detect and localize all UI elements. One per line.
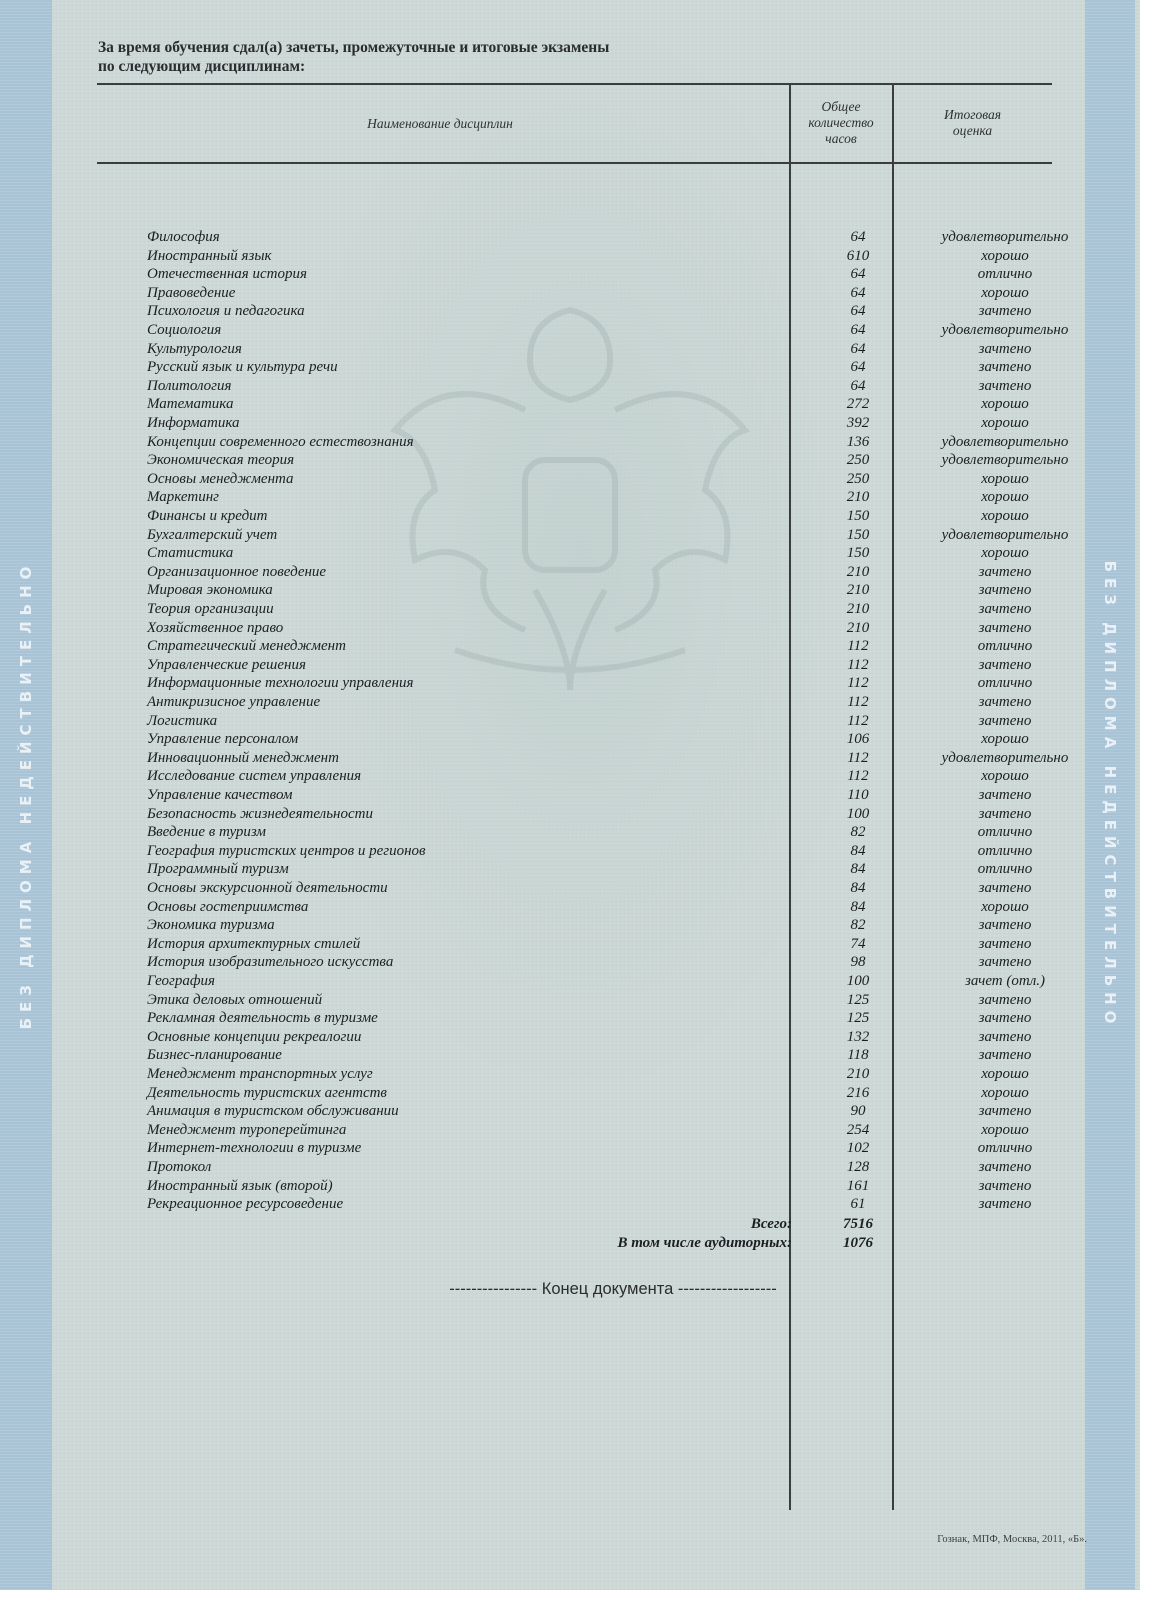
discipline-name: Основы экскурсионной деятельности [147,880,388,896]
table-row [0,1139,1157,1158]
column-header-hours-line-2: количество [808,115,874,130]
table-row [0,953,1157,972]
discipline-name: Правоведение [147,284,236,301]
grade-value: хорошо [981,768,1029,785]
hours-value: 112 [847,638,869,655]
table-top-rule [97,83,1052,85]
grade-value: зачтено [978,563,1032,580]
hours-value: 118 [847,1047,869,1064]
grade-value: удовлетворительно [941,433,1069,450]
hours-value: 125 [846,1010,870,1027]
table-row [0,637,1157,656]
table-row [0,749,1157,768]
total-value: 7516 [843,1216,873,1232]
discipline-name: Хозяйственное право [147,619,284,636]
hours-value: 392 [846,415,870,431]
grade-value: отлично [977,824,1033,841]
hours-value: 150 [846,508,870,524]
discipline-name: Психология и педагогика [147,303,305,320]
grade-value: зачтено [978,359,1032,376]
grade-value: зачтено [978,1103,1032,1120]
discipline-name: История архитектурных стилей [147,935,361,952]
grade-value: отлично [977,842,1033,859]
grade-value: хорошо [981,396,1029,413]
discipline-name: Основные концепции рекреалогии [147,1028,362,1045]
table-row [0,860,1157,879]
hours-value: 84 [850,861,866,878]
hours-value: 150 [846,526,870,543]
grade-value: удовлетворительно [941,452,1069,469]
hours-value: 98 [850,954,866,971]
hours-value: 210 [846,563,870,580]
table-row [0,879,1157,898]
hours-value: 125 [846,991,870,1008]
hours-value: 150 [846,545,870,562]
discipline-name: Исследование систем управления [147,768,362,785]
table-row [0,488,1157,507]
grade-value: хорошо [981,415,1029,431]
hours-value: 64 [850,359,866,376]
grade-value: хорошо [981,508,1029,524]
hours-value: 250 [846,470,870,487]
table-row [0,302,1157,321]
grade-value: хорошо [981,470,1029,487]
discipline-name: Рекламная деятельность в туризме [147,1010,378,1027]
discipline-name: Основы менеджмента [147,470,294,487]
table-row [0,1102,1157,1121]
column-header-hours-line-1: Общее [821,99,861,114]
grade-value: зачтено [978,601,1032,617]
table-row [0,228,1157,247]
grade-value: отлично [977,861,1033,878]
hours-value: 106 [846,731,870,748]
hours-value: 112 [847,675,869,692]
table-row [0,563,1157,582]
grade-value: хорошо [981,247,1029,264]
table-row [0,1084,1157,1103]
hours-value: 210 [846,582,870,599]
table-row [0,805,1157,824]
grade-value: зачтено [978,787,1032,803]
table-row [0,656,1157,675]
grade-value: отлично [977,266,1033,283]
column-header-grade [910,107,1035,139]
column-header-grade-line-2: оценка [952,123,993,138]
grade-value: хорошо [981,284,1029,301]
hours-value: 250 [846,452,870,469]
hours-value: 64 [850,322,866,338]
discipline-name: Деятельность туристских агентств [147,1084,387,1101]
discipline-name: Интернет-технологии в туризме [147,1140,362,1157]
discipline-name: Информационные технологии управления [147,675,414,692]
grade-value: удовлетворительно [941,322,1069,338]
grade-value: зачтено [978,1196,1032,1213]
discipline-name: Культурология [147,340,242,357]
discipline-name: Безопасность жизнедеятельности [147,805,373,822]
grade-value: хорошо [981,731,1029,748]
discipline-name: Информатика [147,415,240,431]
discipline-name: Введение в туризм [147,824,266,841]
table-row [0,898,1157,917]
discipline-name: Маркетинг [147,489,220,506]
discipline-name: История изобразительного искусства [147,954,394,971]
discipline-name: Основы гостеприимства [147,898,309,915]
right-band-text: БЕЗ ДИПЛОМА НЕДЕЙСТВИТЕЛЬНО [1101,560,1119,1030]
grade-value: зачтено [978,1159,1032,1175]
hours-value: 90 [850,1103,866,1120]
hours-value: 112 [847,694,869,710]
discipline-name: Программный туризм [147,861,289,878]
hours-value: 100 [846,973,870,989]
hours-value: 84 [850,842,866,859]
discipline-name: Бизнес-планирование [147,1047,282,1064]
classroom-value: 1076 [843,1235,873,1251]
discipline-name: Управление персоналом [147,731,299,748]
grade-value: хорошо [981,545,1029,562]
hours-value: 161 [846,1177,870,1194]
table-header-bottom-rule [97,162,1052,164]
discipline-name: Иностранный язык [147,247,272,264]
grade-value: отлично [977,638,1033,655]
table-row [0,1177,1157,1196]
table-row [0,786,1157,805]
grade-value: удовлетворительно [941,526,1069,543]
hours-value: 64 [850,229,866,245]
table-row [0,247,1157,266]
printer-imprint: Гознак, МПФ, Москва, 2011, «Б». [937,1534,1087,1545]
grade-value: хорошо [981,1066,1029,1082]
discipline-name: Анимация в туристском обслуживании [147,1103,399,1120]
grade-value: зачтено [978,991,1032,1008]
hours-value: 210 [846,489,870,506]
hours-value: 210 [846,1066,870,1082]
grade-value: отлично [977,1140,1033,1157]
hours-value: 610 [846,247,870,264]
discipline-name: Концепции современного естествознания [147,433,414,450]
grade-value: зачтено [978,656,1032,673]
table-row [0,321,1157,340]
table-row [0,526,1157,545]
table-row [0,916,1157,935]
discipline-name: География [147,973,216,989]
table-row [0,340,1157,359]
hours-value: 64 [850,303,866,320]
hours-value: 112 [847,768,869,785]
hours-value: 112 [847,749,869,766]
discipline-name: Управление качеством [147,787,293,803]
discipline-name: Менеджмент туроперейтинга [147,1121,347,1138]
grade-value: зачтено [978,377,1032,394]
grade-value: хорошо [981,898,1029,915]
hours-value: 272 [846,396,870,413]
end-of-document: ---------------- Конец документа ------------------ [449,1280,777,1298]
hours-value: 102 [846,1140,870,1157]
discipline-name: Логистика [147,712,218,729]
hours-value: 210 [846,619,870,636]
hours-value: 84 [850,880,866,896]
discipline-name: Бухгалтерский учет [147,526,278,543]
table-row [0,358,1157,377]
discipline-name: Организационное поведение [147,563,327,580]
discipline-name: Этика деловых отношений [147,991,323,1008]
discipline-name: Иностранный язык (второй) [147,1177,333,1194]
table-row [0,433,1157,452]
table-row [0,972,1157,991]
table-row [0,377,1157,396]
table-row [0,1195,1157,1214]
table-row [0,600,1157,619]
hours-value: 82 [850,917,866,934]
hours-value: 82 [850,824,866,841]
hours-value: 74 [850,935,866,952]
grade-value: зачтено [978,880,1032,896]
grade-value: зачтено [978,1028,1032,1045]
discipline-name: Экономика туризма [147,917,275,934]
grade-value: удовлетворительно [941,749,1069,766]
table-row [0,693,1157,712]
grade-value: хорошо [981,1121,1029,1138]
table-row [0,767,1157,786]
discipline-name: Финансы и кредит [147,508,268,524]
grade-value: зачтено [978,712,1032,729]
grade-value: хорошо [981,1084,1029,1101]
hours-value: 112 [847,712,869,729]
grade-value: зачтено [978,1010,1032,1027]
total-label: Всего: [750,1216,792,1232]
grade-value: зачтено [978,694,1032,710]
table-row [0,1028,1157,1047]
table-row [0,470,1157,489]
table-row [0,1009,1157,1028]
hours-value: 61 [850,1196,866,1213]
intro-heading [98,38,798,76]
column-header-name: Наименование дисциплин [367,116,513,131]
grade-value: зачтено [978,935,1032,952]
table-row [0,619,1157,638]
discipline-name: Антикризисное управление [147,694,321,710]
hours-value: 112 [847,656,869,673]
discipline-name: Экономическая теория [147,452,295,469]
discipline-name: Рекреационное ресурсоведение [147,1196,344,1213]
discipline-name: Социология [147,322,222,338]
table-row [0,712,1157,731]
table-row [0,842,1157,861]
hours-value: 210 [846,601,870,617]
table-row [0,1121,1157,1140]
column-header-hours-line-3: часов [825,131,857,146]
discipline-name: Отечественная история [147,266,307,283]
discipline-name: Философия [147,229,220,245]
discipline-name: Статистика [147,545,234,562]
discipline-name: Мировая экономика [147,582,273,599]
grade-value: хорошо [981,489,1029,506]
hours-value: 254 [846,1121,870,1138]
discipline-name: Стратегический менеджмент [147,638,346,655]
grade-value: зачтено [978,1047,1032,1064]
table-row [0,730,1157,749]
hours-value: 110 [847,787,869,803]
grade-value: зачтено [978,954,1032,971]
left-band-text: БЕЗ ДИПЛОМА НЕДЕЙСТВИТЕЛЬНО [17,560,35,1030]
discipline-name: Инновационный менеджмент [147,749,339,766]
table-row [0,823,1157,842]
classroom-label: В том числе аудиторных: [617,1235,792,1251]
hours-value: 216 [846,1084,870,1101]
discipline-name: Менеджмент транспортных услуг [147,1066,373,1082]
discipline-name: Русский язык и культура речи [147,359,338,376]
intro-line-2: по следующим дисциплинам: [98,58,306,75]
table-row [0,284,1157,303]
hours-value: 84 [850,898,866,915]
intro-line-1: За время обучения сдал(а) зачеты, промежуточные и итоговые экзамены [98,39,610,56]
column-header-hours [795,99,887,147]
discipline-name: Управленческие решения [147,656,306,673]
hours-value: 64 [850,284,866,301]
hours-value: 136 [846,433,870,450]
grade-value: удовлетворительно [941,229,1069,245]
table-row [0,1065,1157,1084]
hours-value: 64 [850,340,866,357]
table-row [0,507,1157,526]
table-row [0,991,1157,1010]
grade-value: зачтено [978,582,1032,599]
hours-value: 64 [850,377,866,394]
discipline-name: Протокол [147,1159,212,1175]
discipline-name: Теория организации [147,601,274,617]
grade-value: зачтено [978,303,1032,320]
hours-value: 132 [846,1028,870,1045]
table-row [0,451,1157,470]
table-row [0,544,1157,563]
hours-value: 64 [850,266,866,283]
grade-value: зачтено [978,917,1032,934]
discipline-name: География туристских центров и регионов [147,842,426,859]
table-row [0,395,1157,414]
table-row [0,265,1157,284]
grade-value: зачет (отл.) [965,973,1045,989]
grade-value: зачтено [978,619,1032,636]
hours-value: 100 [846,805,870,822]
table-row [0,1046,1157,1065]
grade-value: зачтено [978,1177,1032,1194]
table-row [0,581,1157,600]
discipline-name: Политология [147,377,232,394]
table-row [0,1158,1157,1177]
table-row [0,414,1157,433]
grade-value: отлично [977,675,1033,692]
grade-value: зачтено [978,805,1032,822]
table-row [0,935,1157,954]
hours-value: 128 [846,1159,870,1175]
table-row [0,674,1157,693]
grade-value: зачтено [978,340,1032,357]
discipline-name: Математика [147,396,234,413]
column-header-grade-line-1: Итоговая [943,107,1002,122]
